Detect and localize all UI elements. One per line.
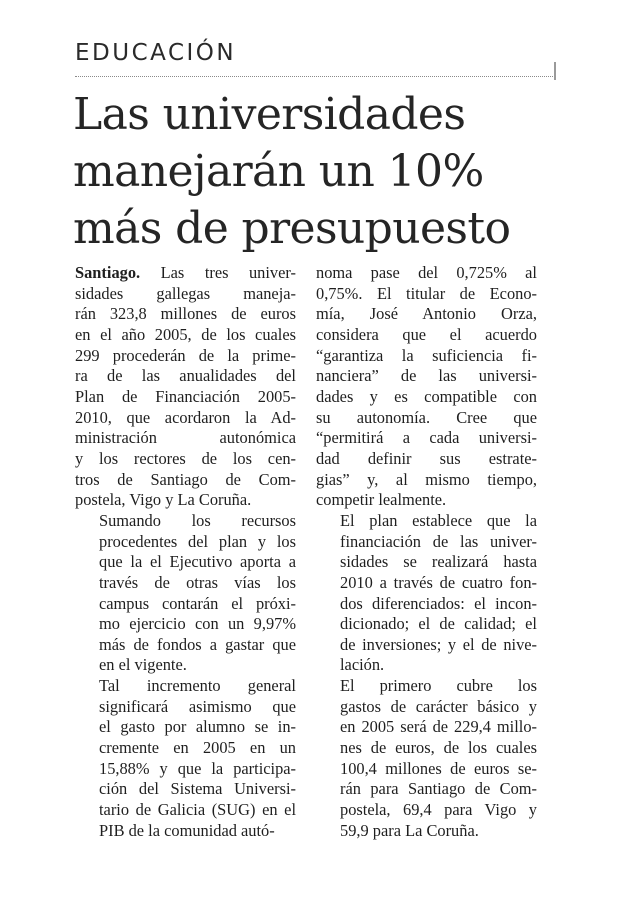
text-line: mo ejercicio con un 9,97% bbox=[99, 614, 296, 634]
paragraph bbox=[75, 676, 296, 841]
headline-line: manejarán un 10% bbox=[73, 146, 484, 197]
text-line: competir lealmente. bbox=[316, 490, 447, 510]
text-line: significará asimismo que bbox=[99, 696, 296, 716]
text-line: “garantiza la suficiencia fi- bbox=[316, 345, 537, 365]
text-line bbox=[75, 263, 296, 284]
text-line: en el vigente. bbox=[99, 655, 187, 675]
text-line: dos diferenciados: el incon- bbox=[340, 593, 537, 613]
text-line: que la el Ejecutivo aporta a bbox=[99, 552, 296, 572]
headline bbox=[73, 86, 553, 257]
text-line: 100,4 millones de euros se- bbox=[340, 758, 537, 778]
paragraph bbox=[75, 511, 296, 676]
text-line: considera que el acuerdo bbox=[316, 324, 537, 344]
text-line: 15,88% y que la participa- bbox=[99, 758, 296, 778]
text-line: su autonomía. Cree que bbox=[316, 407, 537, 427]
section-rule bbox=[75, 76, 553, 77]
text-line: de inversiones; y el de nive- bbox=[340, 634, 537, 654]
text-line: dad definir sus estrate- bbox=[316, 448, 537, 468]
text-line: través de otras vías los bbox=[99, 572, 296, 592]
text-line: más de fondos a gastar que bbox=[99, 634, 296, 654]
text-line: tros de Santiago de Com- bbox=[75, 469, 296, 489]
text-line: sidades se realizará hasta bbox=[340, 552, 537, 572]
text-fragment: Las tres univer- bbox=[160, 263, 296, 282]
text-line: ministración autonómica bbox=[75, 428, 296, 448]
text-line: mía, José Antonio Orza, bbox=[316, 304, 537, 324]
article-column-left bbox=[75, 263, 296, 841]
text-line: ción del Sistema Universi- bbox=[99, 779, 296, 799]
text-line: rán 323,8 millones de euros bbox=[75, 304, 296, 324]
text-line: en el año 2005, de los cuales bbox=[75, 324, 296, 344]
text-line: ra de las anualidades del bbox=[75, 366, 296, 386]
text-line: tario de Galicia (SUG) en el bbox=[99, 800, 296, 820]
text-line: Sumando los recursos bbox=[99, 510, 296, 530]
text-line: lación. bbox=[340, 655, 385, 675]
paragraph bbox=[75, 263, 296, 511]
text-line: gias” y, al mismo tiempo, bbox=[316, 469, 537, 489]
paragraph bbox=[316, 511, 537, 676]
text-line: “permitirá a cada universi- bbox=[316, 428, 537, 448]
text-line: Tal incremento general bbox=[99, 676, 296, 696]
text-line: campus contarán el próxi- bbox=[99, 593, 296, 613]
paragraph bbox=[316, 263, 537, 511]
text-line: 2010, que acordaron la Ad- bbox=[75, 407, 296, 427]
text-line: 299 procederán de la prime- bbox=[75, 345, 296, 365]
text-line: sidades gallegas maneja- bbox=[75, 283, 296, 303]
text-line: dicionado; el de calidad; el bbox=[340, 614, 537, 634]
text-line: El primero cubre los bbox=[340, 676, 537, 696]
text-line: El plan establece que la bbox=[340, 510, 537, 530]
dateline: Santiago. bbox=[75, 263, 141, 282]
text-line: cremente en 2005 en un bbox=[99, 738, 296, 758]
text-line: noma pase del 0,725% al bbox=[316, 263, 537, 282]
text-line: nanciera” de las universi- bbox=[316, 366, 537, 386]
headline-line: Las universidades bbox=[73, 89, 466, 140]
text-line: en 2005 será de 229,4 millo- bbox=[340, 717, 537, 737]
section-label: EDUCACIÓN bbox=[75, 40, 237, 66]
text-line: postela, 69,4 para Vigo y bbox=[340, 800, 537, 820]
text-line: y los rectores de los cen- bbox=[75, 448, 296, 468]
page-margin-mark bbox=[554, 62, 556, 80]
text-line: rán para Santiago de Com- bbox=[340, 779, 537, 799]
text-line: Plan de Financiación 2005- bbox=[75, 386, 296, 406]
headline-line: más de presupuesto bbox=[73, 203, 511, 254]
text-line: gastos de carácter básico y bbox=[340, 696, 537, 716]
text-line: PIB de la comunidad autó- bbox=[99, 820, 275, 840]
text-line: financiación de las univer- bbox=[340, 531, 537, 551]
text-line: el gasto por alumno se in- bbox=[99, 717, 296, 737]
text-line: procedentes del plan y los bbox=[99, 531, 296, 551]
text-line: nes de euros, de los cuales bbox=[340, 738, 537, 758]
text-line: 2010 a través de cuatro fon- bbox=[340, 572, 537, 592]
text-line: 0,75%. El titular de Econo- bbox=[316, 283, 537, 303]
paragraph bbox=[316, 676, 537, 841]
text-line: postela, Vigo y La Coruña. bbox=[75, 490, 252, 510]
text-line: 59,9 para La Coruña. bbox=[340, 820, 479, 840]
article-column-right bbox=[316, 263, 537, 841]
text-line: dades y es compatible con bbox=[316, 386, 537, 406]
